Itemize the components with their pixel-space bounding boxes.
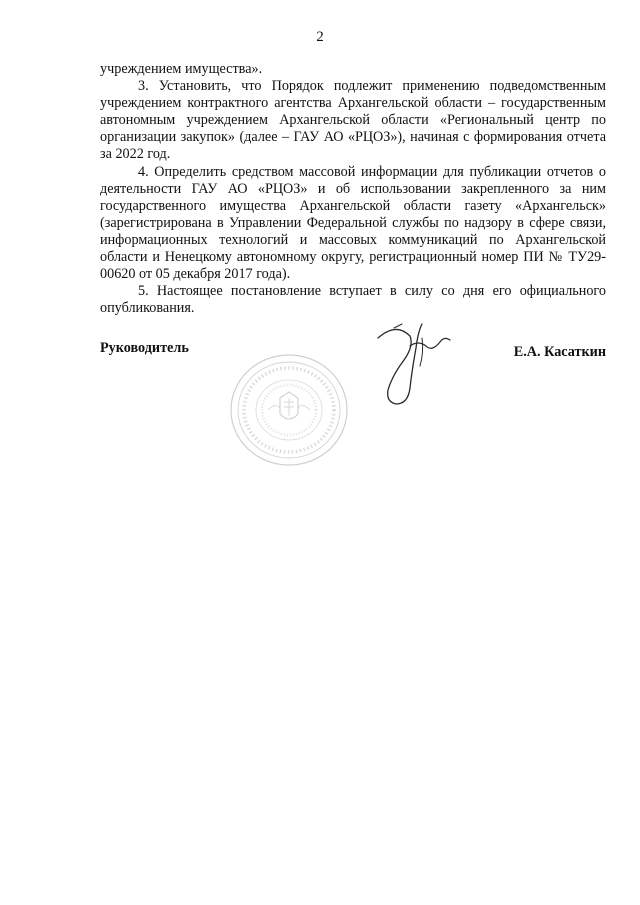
signer-title: Руководитель: [100, 340, 189, 356]
document-body: [100, 61, 606, 317]
official-seal: [228, 352, 350, 468]
paragraph-continuation: учреждением имущества».: [100, 61, 263, 77]
signer-name: Е.А. Касаткин: [513, 344, 606, 360]
handwritten-signature: [374, 318, 454, 410]
paragraph-item-5: 5. Настоящее постановление вступает в силу со дня его официального опубликования.: [100, 283, 606, 317]
page-number: 2: [316, 29, 324, 45]
paragraph-item-4: 4. Определить средством массовой информации для публикации отчетов о деятельности ГАУ АО «РЦОЗ» и об использовании закрепленного за ним государственного имущества Архангельской области газету «Архангельск» (зарегистрирована в Управлении Федеральной службы по надзору в сфере связи, информационных технологий и массовых коммуникаций по Архангельской области и Ненецкому автономному округу, регистрационный номер ПИ № ТУ29-00620 от 05 декабря 2017 года).: [100, 163, 606, 283]
signature-block: [100, 340, 606, 360]
paragraph-item-3: 3. Установить, что Порядок подлежит применению подведомственным учреждением контрактного агентства Архангельской области – государственным автономным учреждением Архангельской области «Региональный центр по организации закупок» (далее – ГАУ АО «РЦОЗ»), начиная с формирования отчета за 2022 год.: [100, 78, 606, 163]
